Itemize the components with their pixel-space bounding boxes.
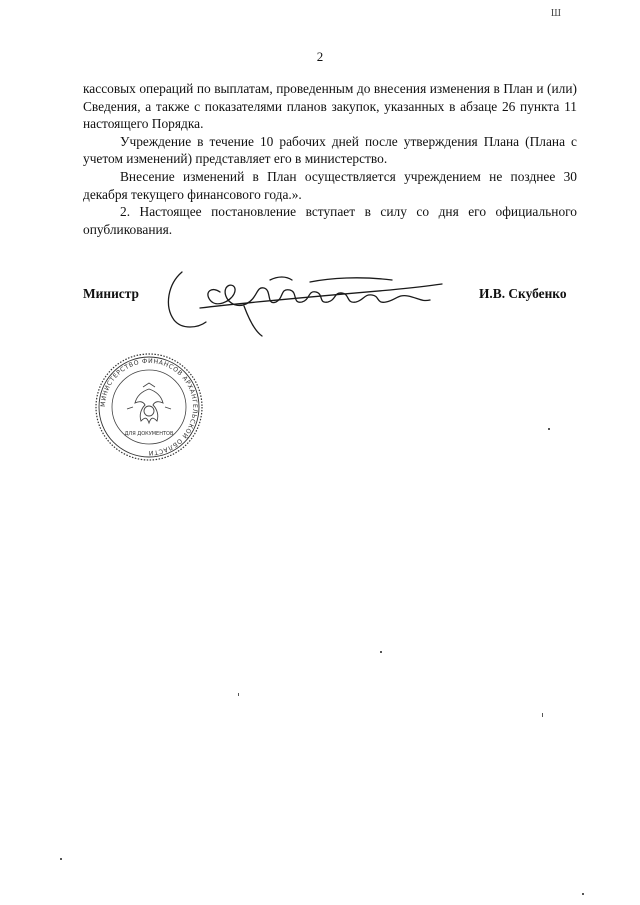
paragraph-plan-submission: Учреждение в течение 10 рабочих дней после утверждения Плана (Плана с учетом изменений) представляет его в министерство.	[83, 133, 577, 167]
scan-speck	[542, 713, 543, 717]
paragraph-entry-into-force: 2. Настоящее постановление вступает в силу со дня его официального опубликования.	[83, 204, 577, 237]
page-number: 2	[316, 49, 324, 64]
signer-position: Министр	[83, 286, 139, 301]
scan-speck	[582, 893, 584, 895]
scan-speck	[548, 428, 550, 430]
coat-of-arms-icon	[127, 383, 171, 423]
signer-name: И.В. Скубенко	[479, 286, 567, 301]
seal-inner-text: ДЛЯ ДОКУМЕНТОВ	[124, 431, 174, 437]
scan-speck	[60, 858, 62, 860]
scan-speck	[380, 651, 382, 653]
official-seal	[93, 351, 205, 463]
scan-speck	[238, 693, 239, 696]
paragraph-plan-changes: Внесение изменений в План осуществляется учреждением не позднее 30 декабря текущего финансового года.».	[83, 168, 577, 202]
seal-ring-text: МИНИСТЕРСТВО ФИНАНСОВ АРХАНГЕЛЬСКОЙ ОБЛАСТИ	[99, 357, 199, 457]
document-body	[83, 80, 577, 238]
paragraph-continuation: кассовых операций по выплатам, проведенным до внесения изменения в План и (или) Сведения, а также с показателями планов закупок, указанных в абзаце 26 пункта 11 настоящего Порядка.	[83, 81, 577, 132]
corner-mark: Ш	[550, 8, 562, 19]
handwritten-signature	[160, 262, 450, 344]
